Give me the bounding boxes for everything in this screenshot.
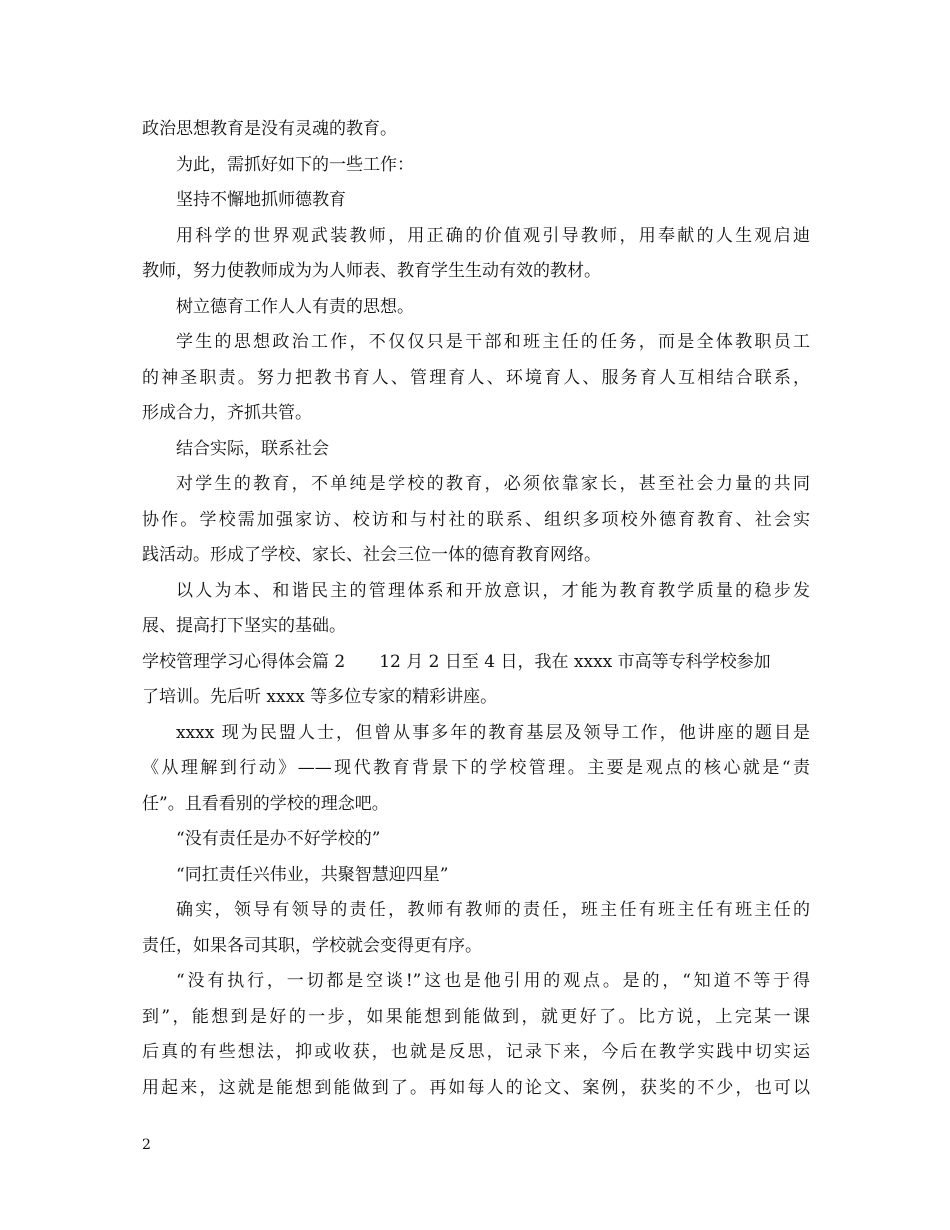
body-line-7: 学生的思想政治工作，不仅仅只是干部和班主任的任务，而是全体教职员工	[176, 332, 810, 352]
body-line-1: 政治思想教育是没有灵魂的教育。	[142, 119, 397, 139]
body-line-12: 协作。学校需加强家访、校访和与村社的联系、组织多项校外德育教育、社会实	[142, 509, 810, 530]
section-heading-title: 学校管理学习心得体会篇 2	[142, 651, 346, 672]
body-line-2: 为此，需抓好如下的一些工作：	[176, 154, 414, 175]
body-line-23: 确实，领导有领导的责任，教师有教师的责任，班主任有班主任有班主任的	[176, 900, 810, 920]
document-body	[142, 112, 810, 1106]
quote-line-1: “没有责任是办不好学校的”	[176, 829, 381, 849]
body-line-25: “没有执行，一切都是空谈!”这也是他引用的观点。是的，“知道不等于得	[176, 971, 810, 991]
body-line-4: 用科学的世界观武装教师，用正确的价值观引导教师，用奉献的人生观启迪	[176, 225, 810, 246]
body-line-18: xxxx 现为民盟人士，但曾从事多年的教育基层及领导工作，他讲座的题目是	[176, 722, 810, 743]
page-number: 2	[142, 1137, 151, 1153]
body-line-19: 《从理解到行动》——现代教育背景下的学校管理。主要是观点的核心就是“责	[142, 758, 810, 778]
body-line-15: 展、提高打下坚实的基础。	[142, 616, 346, 636]
body-line-24: 责任，如果各司其职，学校就会变得更有序。	[142, 935, 482, 956]
body-line-28: 用起来，这就是能想到能做到了。再如每人的论文、案例，获奖的不少，也可以	[142, 1077, 810, 1098]
section-heading-text: 12 月 2 日至 4 日，我在 xxxx 市高等专科学校参加	[379, 651, 771, 672]
subheading-practice-society: 结合实际，联系社会	[176, 438, 329, 459]
body-line-11: 对学生的教育，不单纯是学校的教育，必须依靠家长，甚至社会力量的共同	[176, 474, 810, 494]
body-line-17: 了培训。先后听 xxxx 等多位专家的精彩讲座。	[142, 687, 498, 707]
subheading-teacher-ethics: 坚持不懈地抓师德教育	[176, 190, 346, 210]
body-line-8: 的神圣职责。努力把教书育人、管理育人、环境育人、服务育人互相结合联系，	[142, 367, 810, 388]
section-heading-line	[142, 645, 810, 681]
body-line-14: 以人为本、和谐民主的管理体系和开放意识，才能为教育教学质量的稳步发	[176, 580, 810, 601]
body-line-13: 践活动。形成了学校、家长、社会三位一体的德育教育网络。	[142, 545, 601, 565]
body-line-27: 后真的有些想法，抑或收获，也就是反思，记录下来，今后在教学实践中切实运	[142, 1042, 810, 1062]
body-line-5: 教师，努力使教师成为为人师表、教育学生生动有效的教材。	[142, 261, 601, 281]
body-line-20: 任”。且看看别的学校的理念吧。	[142, 793, 389, 814]
subheading-moral-education: 树立德育工作人人有责的思想。	[176, 296, 414, 317]
body-line-26: 到”，能想到是好的一步，如果能想到能做到，就更好了。比方说，上完某一课	[142, 1006, 810, 1027]
body-line-9: 形成合力，齐抓共管。	[142, 403, 312, 423]
quote-line-2: “同扛责任兴伟业，共聚智慧迎四星”	[176, 864, 449, 885]
